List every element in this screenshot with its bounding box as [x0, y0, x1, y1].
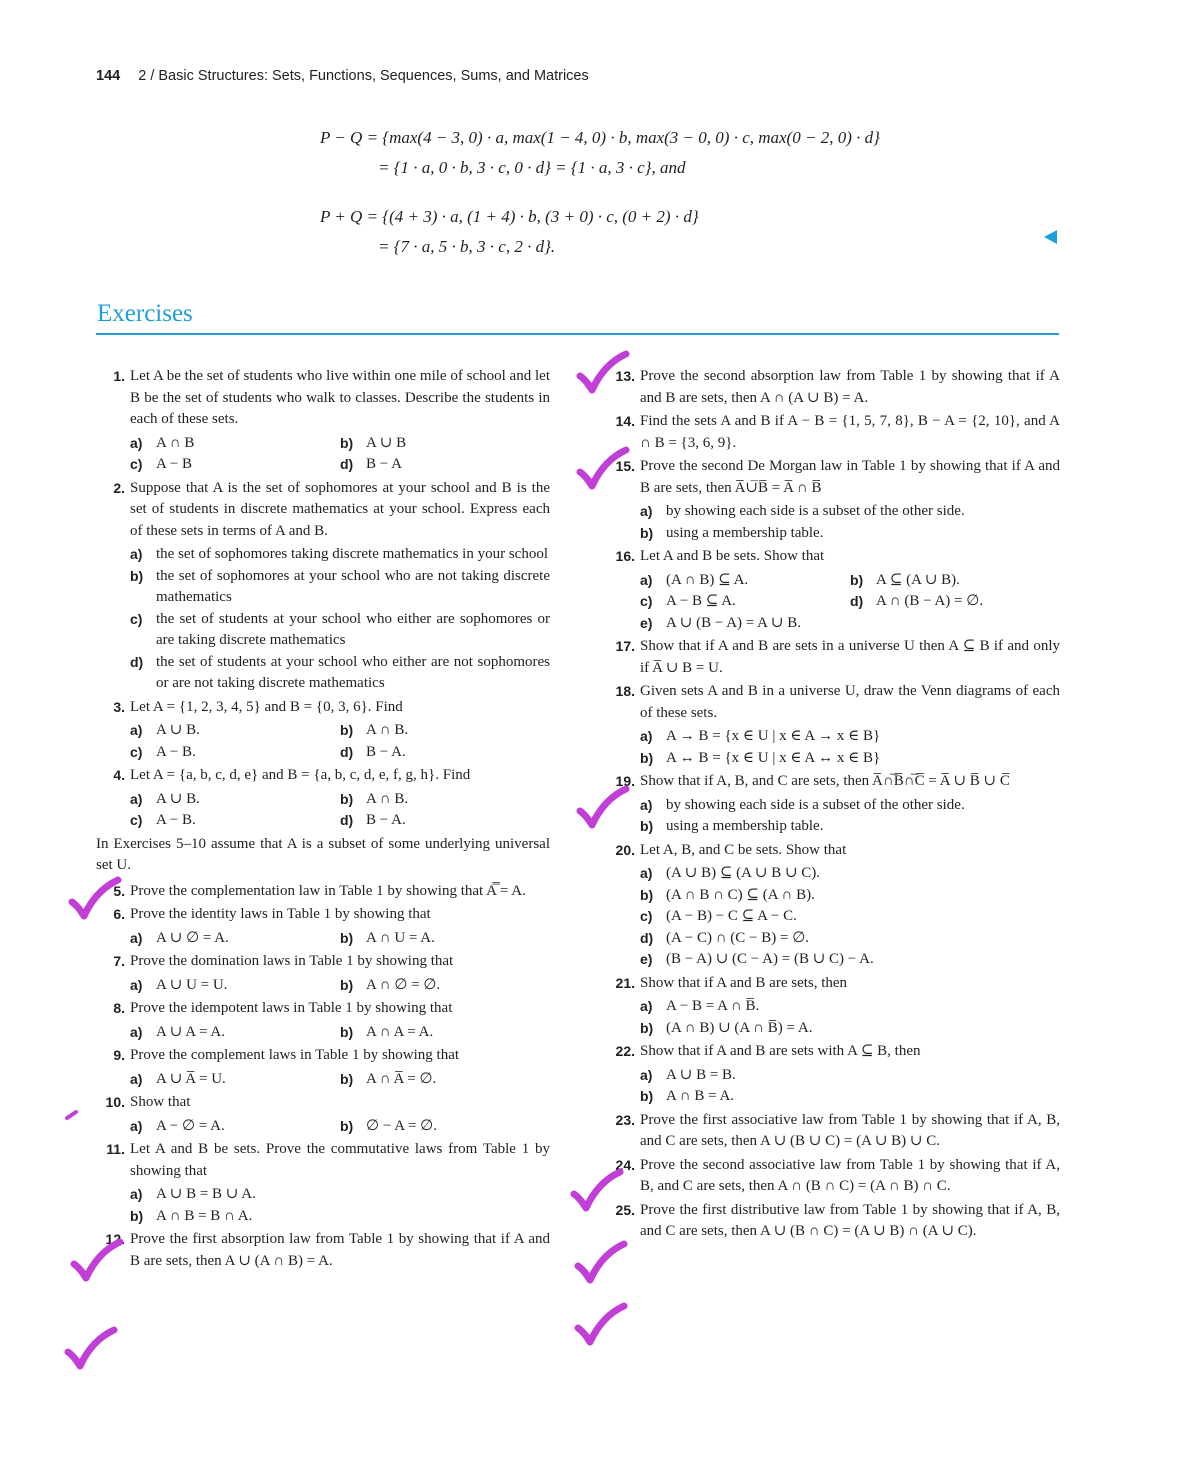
- exercise-16: 16. Let A and B be sets. Show that a) (A ∩ B) ⊆ A. b) A ⊆ (A ∪ B). c) A − B ⊆ A. d) A ∩ (B − A) = ∅. e) A ∪ (B − A) = A ∪ B.: [606, 546, 1060, 634]
- exercise-parts: a) A − B = A ∩ B̅. b) (A ∩ B) ∪ (A ∩ B̅) = A.: [640, 998, 813, 1036]
- exercise-parts: a) A ∪ ∅ = A. b) A ∩ U = A.: [130, 929, 435, 946]
- check-mark-icon: [572, 1240, 628, 1286]
- check-mark-icon: [66, 876, 122, 922]
- exercise-14: 14. Find the sets A and B if A − B = {1, 5, 7, 8}, B − A = {2, 10}, and A ∩ B = {3, 6, 9}.: [615, 413, 1060, 451]
- exercise-9: 9. Prove the complement laws in Table 1 by showing that a) A ∪ A̅ = U. b) A ∩ A̅ = ∅.: [96, 1045, 550, 1090]
- small-tick-icon: [64, 1108, 82, 1122]
- page-number: 144: [96, 68, 121, 84]
- section-rule: [96, 333, 1059, 335]
- running-header: [96, 68, 589, 84]
- check-mark-icon: [574, 350, 630, 396]
- exercise-parts: a) A ∪ B. b) A ∩ B. c) A − B. d) B − A.: [130, 790, 409, 828]
- exercise-4: 4. Let A = {a, b, c, d, e} and B = {a, b, c, d, e, f, g, h}. Find a) A ∪ B. b) A ∩ B. c) A − B. d) B − A.: [96, 765, 550, 832]
- check-mark-icon: [68, 1238, 124, 1284]
- check-mark-icon: [572, 1302, 628, 1348]
- exercise-parts: a) (A ∪ B) ⊆ (A ∪ B ∪ C). b) (A ∩ B ∩ C) ⊆ (A ∩ B). c) (A − B) − C ⊆ A − C. d) (A − C) ∩ (C − B) = ∅. e) (B − A) ∪ (C − A) = (B ∪ C) − A.: [640, 865, 874, 967]
- chapter-title: 2 / Basic Structures: Sets, Functions, Sequences, Sums, and Matrices: [138, 68, 589, 84]
- exercise-2: 2. Suppose that A is the set of sophomores at your school and B is the set of students in discrete mathematics at your school. Express each of these sets in terms of A and B. a) the set of sophomores taking discrete mathematics in your school b) the set of sophomores at your school who are not taking discrete mathematics c) the set of students at your school who either are sophomores or are taking discrete mathematics d) the set of students at your school who either are not sophomores or are not taking discrete mathematics: [96, 478, 550, 695]
- exercise-11: 11. Let A and B be sets. Prove the commutative laws from Table 1 by showing that a) A ∪ B = B ∪ A. b) A ∩ B = B ∩ A.: [96, 1139, 550, 1227]
- exercise-parts: a) by showing each side is a subset of the other side. b) using a membership table.: [640, 503, 965, 541]
- exercise-parts: a) by showing each side is a subset of the other side. b) using a membership table.: [640, 796, 965, 834]
- equation-sum-result: = {7 · a, 5 · b, 3 · c, 2 · d}.: [378, 237, 556, 256]
- right-column: [606, 366, 1060, 1245]
- exercise-5: 5. Prove the complementation law in Table 1 by showing that A̿ = A.: [113, 882, 526, 899]
- exercise-21: 21. Show that if A and B are sets, then a) A − B = A ∩ B̅. b) (A ∩ B) ∪ (A ∩ B̅) = A.: [606, 973, 1060, 1040]
- exercise-20: 20. Let A, B, and C be sets. Show that a) (A ∪ B) ⊆ (A ∪ B ∪ C). b) (A ∩ B ∩ C) ⊆ (A ∩ B). c) (A − B) − C ⊆ A − C. d) (A − C) ∩ (C − B) = ∅. e) (B − A) ∪ (C − A) = (B ∪ C) − A.: [606, 840, 1060, 971]
- check-mark-icon: [568, 1168, 624, 1214]
- exercise-23: 23. Prove the first associative law from Table 1 by showing that if A, B, and C are sets, then A ∪ (B ∪ C) = (A ∪ B) ∪ C.: [615, 1111, 1060, 1149]
- exercise-13: 13. Prove the second absorption law from Table 1 by showing that if A and B are sets, then A ∩ (A ∪ B) = A.: [615, 368, 1060, 406]
- exercise-6: 6. Prove the identity laws in Table 1 by showing that a) A ∪ ∅ = A. b) A ∩ U = A.: [96, 904, 550, 949]
- exercise-parts: a) A ∩ B b) A ∪ B c) A − B d) B − A: [130, 434, 407, 472]
- exercise-7: 7. Prove the domination laws in Table 1 by showing that a) A ∪ U = U. b) A ∩ ∅ = ∅.: [96, 951, 550, 996]
- exercise-3: 3. Let A = {1, 2, 3, 4, 5} and B = {0, 3, 6}. Find a) A ∪ B. b) A ∩ B. c) A − B. d) B − A.: [96, 697, 550, 764]
- check-mark-icon: [574, 446, 630, 492]
- exercise-parts: a) A − ∅ = A. b) ∅ − A = ∅.: [130, 1117, 437, 1134]
- equation-difference: P − Q = {max(4 − 3, 0) · a, max(1 − 4, 0) · b, max(3 − 0, 0) · c, max(0 − 2, 0) · d}: [320, 128, 880, 147]
- exercise-8: 8. Prove the idempotent laws in Table 1 by showing that a) A ∪ A = A. b) A ∩ A = A.: [96, 998, 550, 1043]
- exercise-parts: a) A ∪ U = U. b) A ∩ ∅ = ∅.: [130, 976, 441, 993]
- equation-difference-result: = {1 · a, 0 · b, 3 · c, 0 · d} = {1 · a, 3 · c}, and: [378, 158, 686, 177]
- check-mark-icon: [574, 785, 630, 831]
- exercise-19: 19. Show that if A, B, and C are sets, then A̅∩̅B̅∩̅C̅ = A̅ ∪ B̅ ∪ C̅ a) by showing each side is a subset of the other side. b) using a membership table.: [606, 771, 1060, 838]
- exercise-parts: a) A ∪ B = B. b) A ∩ B = A.: [640, 1066, 736, 1104]
- exercise-parts: a) A ∪ A̅ = U. b) A ∩ A̅ = ∅.: [130, 1070, 437, 1087]
- exercise-parts: a) the set of sophomores taking discrete mathematics in your school b) the set of sophomores at your school who are not taking discrete mathematics c) the set of students at your school who either are sophomores or are taking discrete mathematics d) the set of students at your school who either are not sophomores or are not taking discrete mathematics: [130, 546, 550, 691]
- exercise-parts: a) A ∪ A = A. b) A ∩ A = A.: [130, 1023, 434, 1040]
- exercise-12: 12. Prove the first absorption law from Table 1 by showing that if A and B are sets, then A ∪ (A ∩ B) = A.: [105, 1231, 550, 1269]
- section-title: Exercises: [97, 300, 193, 327]
- exercise-parts: a) A ∪ B. b) A ∩ B. c) A − B. d) B − A.: [130, 722, 409, 760]
- equation-sum: P + Q = {(4 + 3) · a, (1 + 4) · b, (3 + 0) · c, (0 + 2) · d}: [320, 207, 699, 226]
- exercise-15: 15. Prove the second De Morgan law in Table 1 by showing that if A and B are sets, then A̅∪̅B̅ = A̅ ∩ B̅ a) by showing each side is a subset of the other side. b) using a membership table.: [606, 456, 1060, 544]
- exercise-18: 18. Given sets A and B in a universe U, draw the Venn diagrams of each of these sets. a) A → B = {x ∈ U | x ∈ A → x ∈ B} b) A ↔ B = {x ∈ U | x ∈ A ↔ x ∈ B}: [606, 681, 1060, 769]
- exercise-1: 1. Let A be the set of students who live within one mile of school and let B be the set of students who walk to classes. Describe the students in each of these sets. a) A ∩ B b) A ∪ B c) A − B d) B − A: [96, 366, 550, 476]
- exercise-17: 17. Show that if A and B are sets in a universe U then A ⊆ B if and only if A̅ ∪ B = U.: [615, 638, 1060, 676]
- exercises-5-10-intro: In Exercises 5–10 assume that A is a subset of some underlying universal set U.: [96, 835, 550, 873]
- exercise-22: 22. Show that if A and B are sets with A ⊆ B, then a) A ∪ B = B. b) A ∩ B = A.: [606, 1041, 1060, 1108]
- end-of-example-marker: [1044, 230, 1057, 244]
- exercise-parts: a) A ∪ B = B ∪ A. b) A ∩ B = B ∩ A.: [130, 1186, 256, 1224]
- exercise-24: 24. Prove the second associative law from Table 1 by showing that if A, B, and C are sets, then A ∩ (B ∩ C) = (A ∩ B) ∩ C.: [615, 1156, 1060, 1194]
- exercise-10: 10. Show that a) A − ∅ = A. b) ∅ − A = ∅.: [96, 1092, 550, 1137]
- check-mark-icon: [62, 1326, 118, 1372]
- exercise-parts: a) A → B = {x ∈ U | x ∈ A → x ∈ B} b) A ↔ B = {x ∈ U | x ∈ A ↔ x ∈ B}: [640, 728, 881, 766]
- left-column: [96, 366, 550, 1274]
- exercise-25: 25. Prove the first distributive law from Table 1 by showing that if A, B, and C are sets, then A ∪ (B ∩ C) = (A ∪ B) ∩ (A ∪ C).: [615, 1201, 1060, 1239]
- exercise-parts: a) (A ∩ B) ⊆ A. b) A ⊆ (A ∪ B). c) A − B ⊆ A. d) A ∩ (B − A) = ∅. e) A ∪ (B − A) = A ∪ B.: [640, 571, 984, 631]
